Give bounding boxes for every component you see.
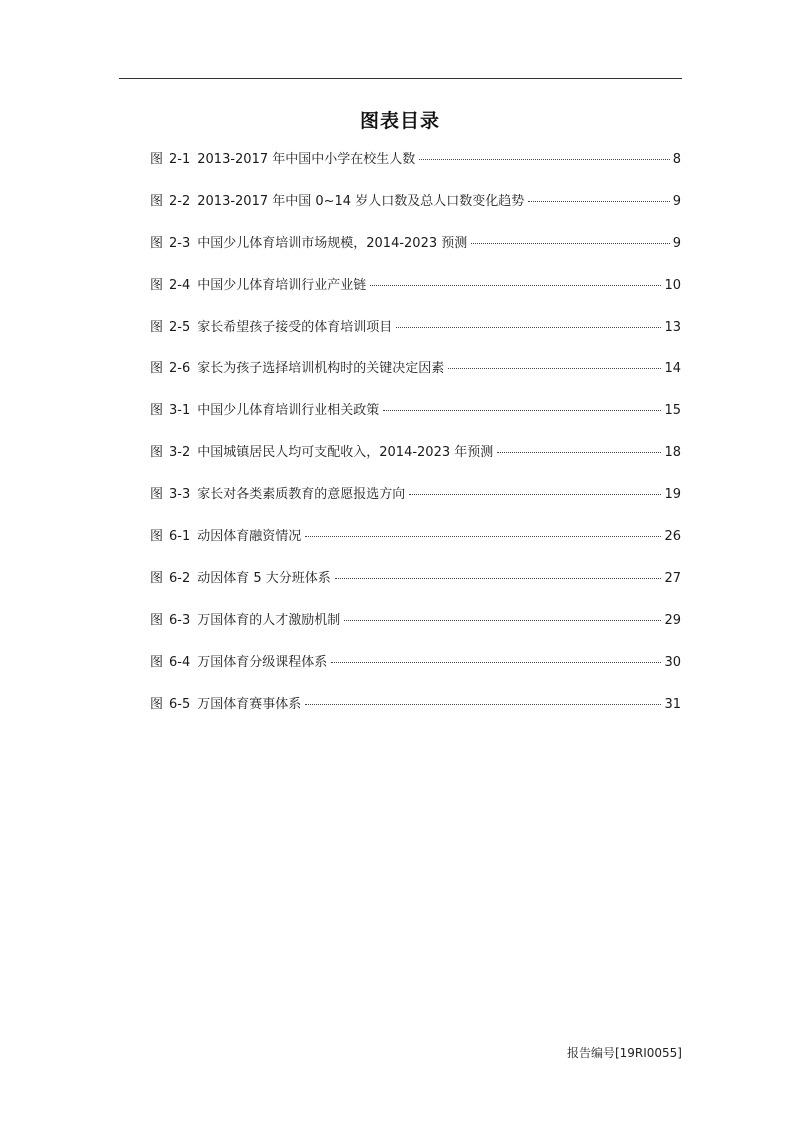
toc-entry[interactable] <box>150 401 681 443</box>
figure-index-list <box>150 150 681 736</box>
toc-entry-page: 31 <box>664 696 681 712</box>
toc-entry-title: 2013-2017 年中国中小学在校生人数 <box>197 152 416 167</box>
toc-entry-number: 2-6 <box>169 361 191 377</box>
header-rule <box>119 78 682 79</box>
toc-entry-page: 30 <box>664 654 681 670</box>
toc-entry[interactable] <box>150 150 681 192</box>
toc-entry-label <box>150 527 301 547</box>
toc-entry-label <box>150 359 444 379</box>
dot-leader <box>383 410 661 411</box>
toc-entry[interactable] <box>150 653 681 695</box>
toc-entry-prefix: 图 <box>150 152 164 167</box>
toc-entry[interactable] <box>150 527 681 569</box>
toc-entry-label <box>150 653 327 673</box>
toc-entry-number: 2-3 <box>169 235 191 251</box>
toc-entry-title: 中国少儿体育培训行业相关政策 <box>197 403 380 419</box>
toc-entry-number: 3-2 <box>169 445 191 461</box>
toc-entry[interactable] <box>150 318 681 360</box>
toc-entry-number: 2-5 <box>169 319 191 335</box>
toc-entry-page: 27 <box>664 570 681 586</box>
toc-entry-title: 2013-2017 年中国 0~14 岁人口数及总人口数变化趋势 <box>197 193 525 209</box>
toc-entry-prefix: 图 <box>150 654 164 670</box>
toc-entry-page: 14 <box>664 361 681 377</box>
toc-entry-title: 动因体育 5 大分班体系 <box>197 570 331 586</box>
toc-entry[interactable] <box>150 611 681 653</box>
toc-entry-prefix: 图 <box>150 696 164 712</box>
toc-entry[interactable] <box>150 569 681 611</box>
toc-entry-prefix: 图 <box>150 361 164 377</box>
toc-entry-title: 万国体育分级课程体系 <box>197 654 328 670</box>
toc-entry-number: 2-1 <box>169 152 191 167</box>
toc-entry-number: 3-1 <box>169 403 191 419</box>
toc-entry[interactable] <box>150 359 681 401</box>
toc-entry-title: 动因体育融资情况 <box>197 529 302 545</box>
toc-entry-number: 3-3 <box>169 487 191 503</box>
toc-entry-page: 15 <box>664 403 681 419</box>
toc-entry-title: 中国城镇居民人均可支配收入，2014-2023 年预测 <box>197 445 494 461</box>
toc-entry-number: 2-2 <box>169 193 191 209</box>
toc-entry[interactable] <box>150 234 681 276</box>
toc-entry-page: 10 <box>664 277 681 293</box>
toc-entry-label <box>150 192 524 212</box>
toc-entry-number: 6-1 <box>169 529 191 545</box>
toc-entry-label <box>150 276 366 296</box>
toc-entry-page: 19 <box>664 487 681 503</box>
toc-entry-prefix: 图 <box>150 529 164 545</box>
dot-leader <box>305 704 661 705</box>
dot-leader <box>305 536 661 537</box>
dot-leader <box>344 620 661 621</box>
toc-entry-prefix: 图 <box>150 487 164 503</box>
dot-leader <box>448 368 661 369</box>
toc-entry-title: 家长对各类素质教育的意愿报选方向 <box>197 487 406 503</box>
toc-entry-prefix: 图 <box>150 235 164 251</box>
toc-entry[interactable] <box>150 276 681 318</box>
toc-entry-page: 26 <box>664 529 681 545</box>
toc-entry-number: 6-4 <box>169 654 191 670</box>
dot-leader <box>528 201 670 202</box>
dot-leader <box>497 452 661 453</box>
toc-entry-label <box>150 318 392 338</box>
toc-entry-prefix: 图 <box>150 612 164 628</box>
toc-entry-label <box>150 150 415 170</box>
toc-entry-label <box>150 234 467 254</box>
toc-entry[interactable] <box>150 695 681 737</box>
toc-entry[interactable] <box>150 485 681 527</box>
dot-leader <box>396 327 661 328</box>
dot-leader <box>335 578 662 579</box>
toc-entry-number: 6-3 <box>169 612 191 628</box>
toc-entry-prefix: 图 <box>150 277 164 293</box>
toc-entry-title: 中国少儿体育培训行业产业链 <box>197 277 367 293</box>
toc-entry-prefix: 图 <box>150 319 164 335</box>
toc-entry[interactable] <box>150 192 681 234</box>
toc-entry-title: 家长希望孩子接受的体育培训项目 <box>197 319 393 335</box>
toc-entry[interactable] <box>150 443 681 485</box>
toc-entry-title: 中国少儿体育培训市场规模，2014-2023 预测 <box>197 235 468 251</box>
page-title: 图表目录 <box>359 110 440 132</box>
toc-entry-prefix: 图 <box>150 403 164 419</box>
dot-leader <box>471 243 669 244</box>
toc-entry-prefix: 图 <box>150 570 164 586</box>
toc-entry-prefix: 图 <box>150 193 164 209</box>
toc-entry-label <box>150 485 405 505</box>
report-id: 报告编号[19RI0055] <box>566 1046 682 1060</box>
toc-entry-page: 13 <box>664 319 681 335</box>
toc-entry-title: 家长为孩子选择培训机构时的关键决定因素 <box>197 361 445 377</box>
toc-entry-label <box>150 611 340 631</box>
toc-entry-number: 6-5 <box>169 696 191 712</box>
toc-entry-number: 2-4 <box>169 277 191 293</box>
toc-entry-label <box>150 695 301 715</box>
toc-entry-title: 万国体育的人才激励机制 <box>197 612 341 628</box>
toc-entry-page: 9 <box>672 193 681 209</box>
dot-leader <box>419 159 669 160</box>
dot-leader <box>370 285 661 286</box>
toc-entry-page: 8 <box>672 152 681 167</box>
toc-entry-label <box>150 443 493 463</box>
toc-entry-label <box>150 401 379 421</box>
toc-entry-page: 29 <box>664 612 681 628</box>
dot-leader <box>409 494 661 495</box>
toc-entry-label <box>150 569 331 589</box>
dot-leader <box>331 662 661 663</box>
toc-entry-prefix: 图 <box>150 445 164 461</box>
toc-entry-page: 9 <box>672 235 681 251</box>
toc-entry-page: 18 <box>664 445 681 461</box>
toc-entry-number: 6-2 <box>169 570 191 586</box>
toc-entry-title: 万国体育赛事体系 <box>197 696 302 712</box>
